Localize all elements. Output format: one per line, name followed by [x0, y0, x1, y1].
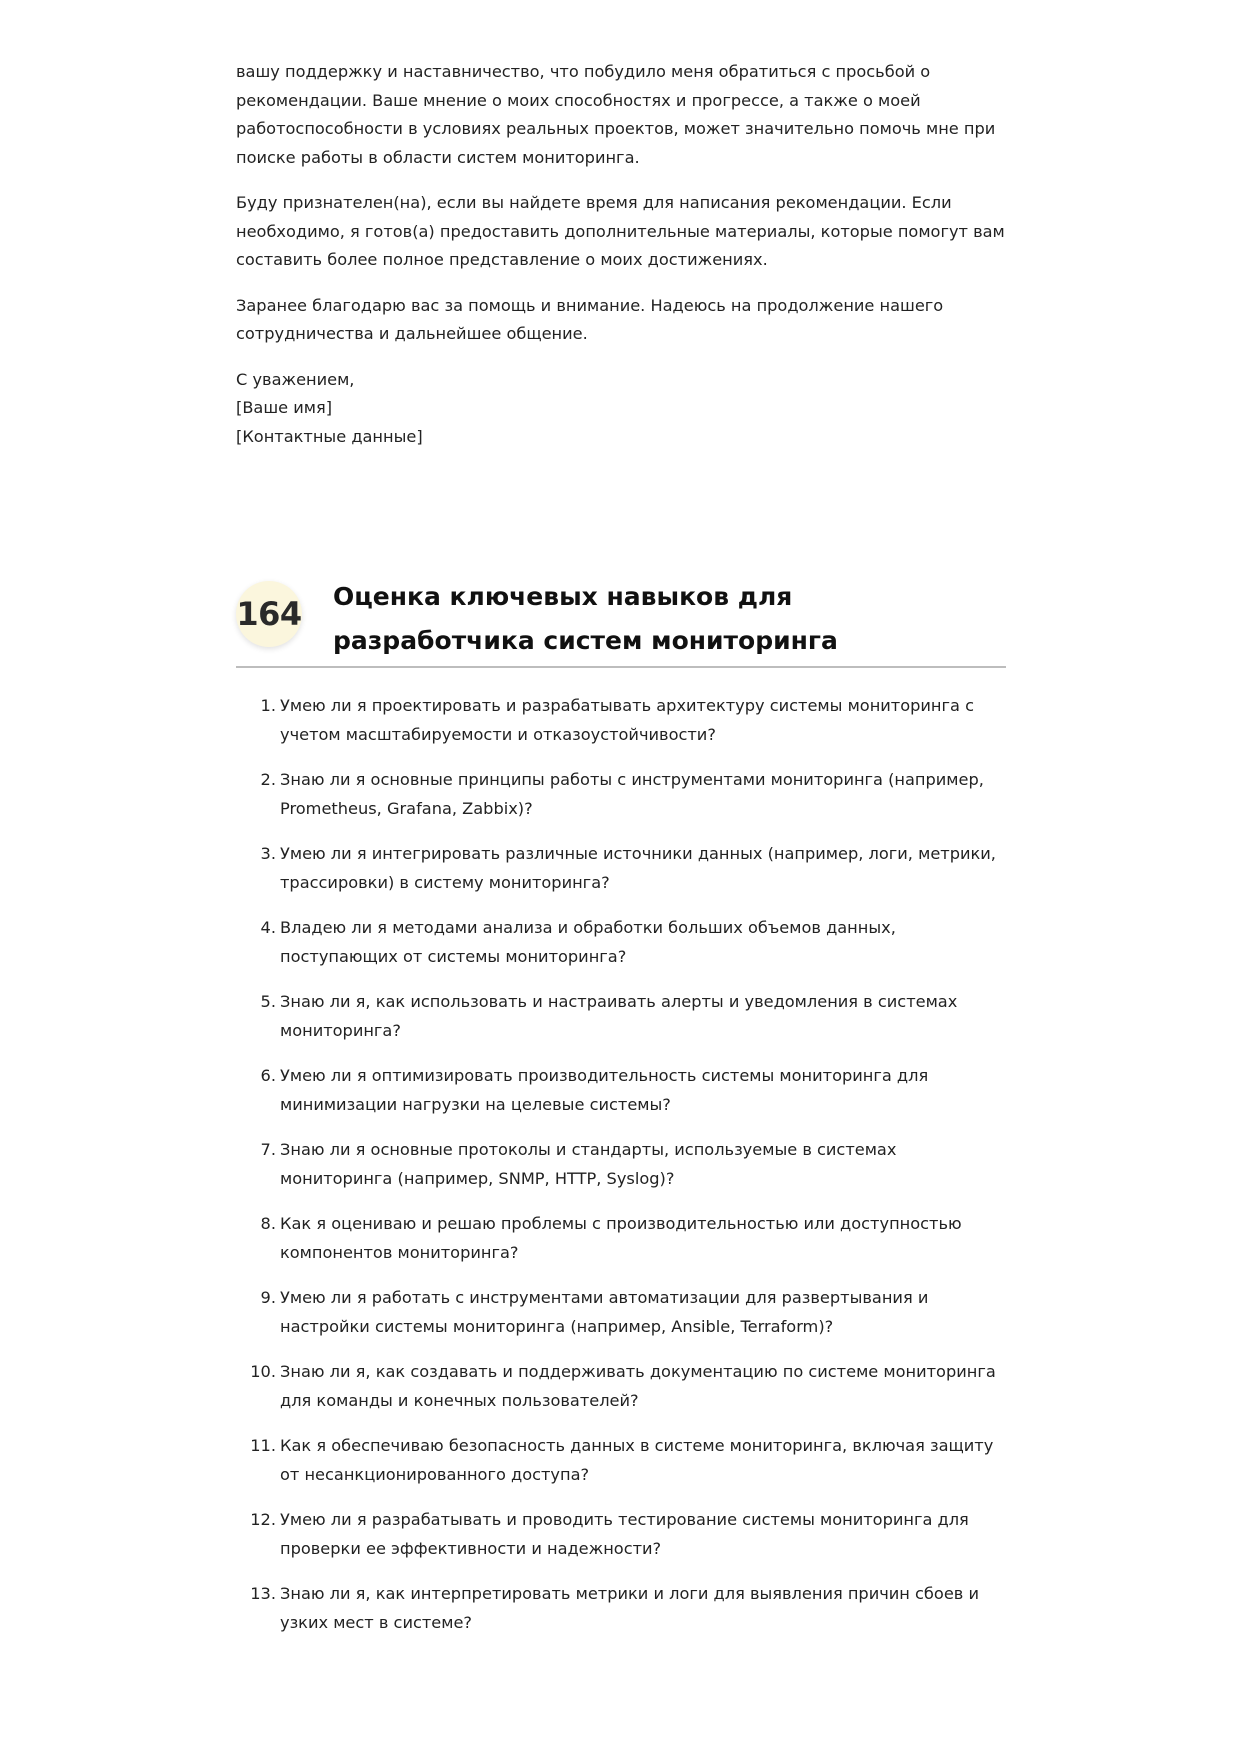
- list-item-number: 8.: [260, 1214, 276, 1233]
- list-item: [236, 914, 1006, 971]
- list-item: [236, 1136, 1006, 1193]
- name-placeholder: [Ваше имя]: [236, 398, 333, 417]
- letter-paragraph: Буду признателен(на), если вы найдете время для написания рекомендации. Если необходимо, я готов(а) предоставить дополнительные материалы, которые помогут вам составить более полное представление о моих достижениях.: [236, 193, 1005, 269]
- list-item-text: Владею ли я методами анализа и обработки больших объемов данных, поступающих от системы мониторинга?: [280, 918, 896, 966]
- letter-paragraphs: [236, 58, 1006, 349]
- list-item: [236, 1210, 1006, 1267]
- section-number-badge: 164: [236, 581, 302, 647]
- section-title: Оценка ключевых навыков для разработчика систем мониторинга: [333, 582, 838, 655]
- letter-paragraph: вашу поддержку и наставничество, что побудило меня обратиться с просьбой о рекомендации. Ваше мнение о моих способностях и прогрессе, а также о моей работоспособности в условиях реальных проектов, может значительно помочь мне при поиске работы в области систем мониторинга.: [236, 62, 996, 167]
- list-item-number: 13.: [250, 1584, 276, 1603]
- section-header: [236, 575, 1006, 668]
- list-item: [236, 1062, 1006, 1119]
- list-item-text: Как я оцениваю и решаю проблемы с производительностью или доступностью компонентов мониторинга?: [280, 1214, 962, 1262]
- list-item: [236, 1432, 1006, 1489]
- list-item-text: Умею ли я проектировать и разрабатывать архитектуру системы мониторинга с учетом масштабируемости и отказоустойчивости?: [280, 696, 974, 744]
- list-item-text: Знаю ли я основные принципы работы с инструментами мониторинга (например, Prometheus, Grafana, Zabbix)?: [280, 770, 984, 818]
- list-item: [236, 1580, 1006, 1637]
- list-item-number: 5.: [260, 992, 276, 1011]
- contact-placeholder: [Контактные данные]: [236, 426, 423, 446]
- list-item-text: Знаю ли я, как использовать и настраивать алерты и уведомления в системах мониторинга?: [280, 992, 958, 1040]
- list-item-text: Умею ли я разрабатывать и проводить тестирование системы мониторинга для проверки ее эффективности и надежности?: [280, 1510, 969, 1558]
- list-item-number: 4.: [260, 918, 276, 937]
- list-item: [236, 692, 1006, 749]
- list-item-number: 3.: [260, 844, 276, 863]
- list-item-text: Умею ли я работать с инструментами автоматизации для развертывания и настройки системы мониторинга (например, Ansible, Terraform)?: [280, 1288, 929, 1336]
- questions-list: [236, 692, 1006, 1654]
- list-item-number: 7.: [260, 1140, 276, 1159]
- list-item-number: 11.: [250, 1436, 276, 1455]
- list-item-text: Знаю ли я, как интерпретировать метрики и логи для выявления причин сбоев и узких мест в системе?: [280, 1584, 979, 1632]
- list-item-number: 10.: [250, 1362, 276, 1381]
- list-item: [236, 1284, 1006, 1341]
- closing-line: С уважением,: [236, 369, 355, 389]
- list-item-number: 1.: [260, 696, 276, 715]
- letter-paragraph: Заранее благодарю вас за помощь и внимание. Надеюсь на продолжение нашего сотрудничества и дальнейшее общение.: [236, 295, 944, 343]
- list-item-text: Как я обеспечиваю безопасность данных в системе мониторинга, включая защиту от несанкционированного доступа?: [280, 1436, 994, 1484]
- list-item-text: Умею ли я интегрировать различные источники данных (например, логи, метрики, трассировки) в систему мониторинга?: [280, 844, 996, 892]
- list-item: [236, 1358, 1006, 1415]
- list-item-text: Знаю ли я, как создавать и поддерживать документацию по системе мониторинга для команды и конечных пользователей?: [280, 1362, 996, 1410]
- letter-signature: [236, 366, 1006, 452]
- list-item: [236, 988, 1006, 1045]
- list-item-number: 2.: [260, 770, 276, 789]
- list-item-text: Знаю ли я основные протоколы и стандарты, используемые в системах мониторинга (например, SNMP, HTTP, Syslog)?: [280, 1140, 897, 1188]
- list-item: [236, 840, 1006, 897]
- list-item-number: 12.: [250, 1510, 276, 1529]
- letter-body: [236, 58, 1006, 451]
- list-item-text: Умею ли я оптимизировать производительность системы мониторинга для минимизации нагрузки на целевые системы?: [280, 1066, 929, 1114]
- list-item: [236, 766, 1006, 823]
- list-item: [236, 1506, 1006, 1563]
- list-item-number: 6.: [260, 1066, 276, 1085]
- list-item-number: 9.: [260, 1288, 276, 1307]
